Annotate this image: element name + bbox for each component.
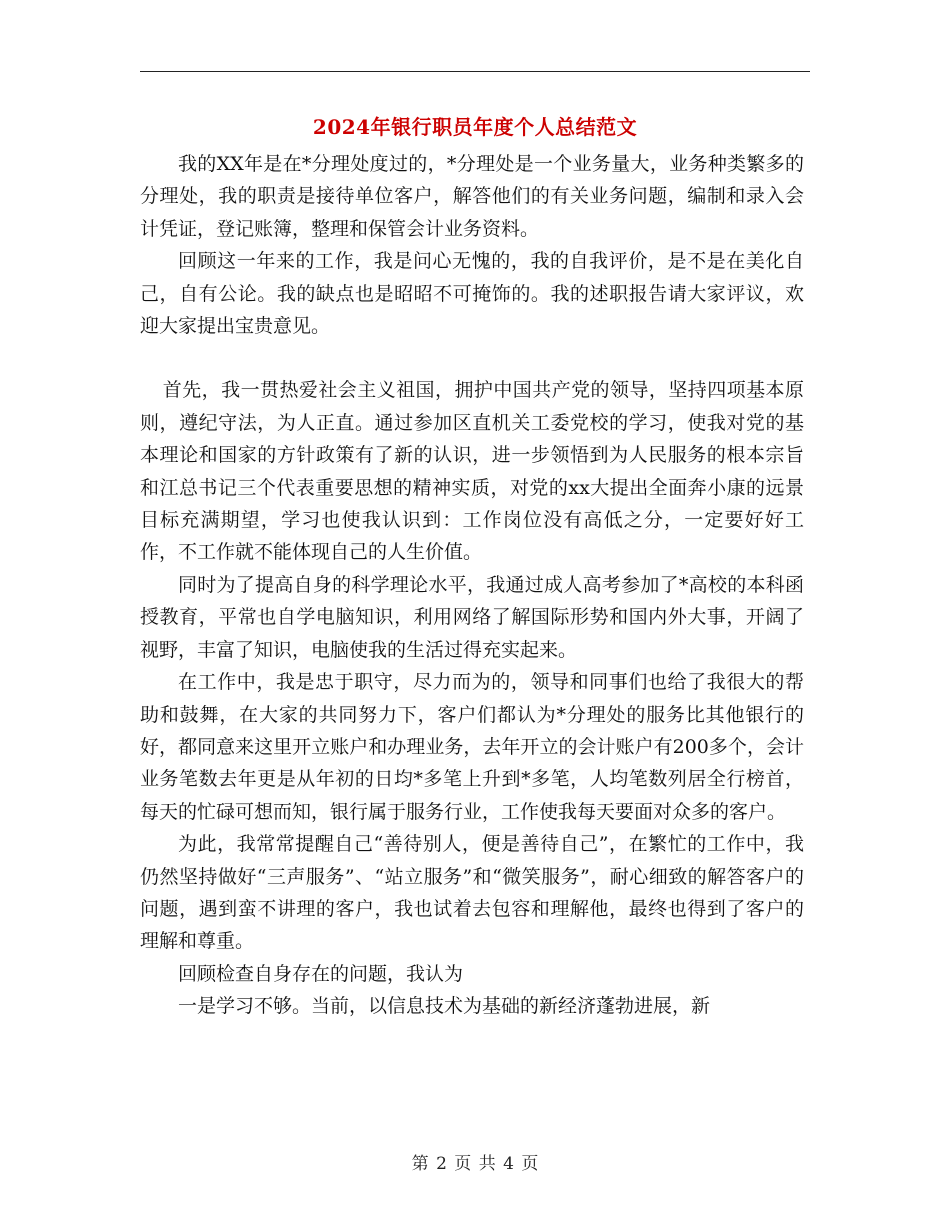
paragraph-political: 首先，我一贯热爱社会主义祖国，拥护中国共产党的领导，坚持四项基本原则，遵纪守法，为人正直。通过参加区直机关工委党校的学习，使我对党的基本理论和国家的方针政策有了新的认识，进一步领悟到为人民服务的根本宗旨和江总书记三个代表重要思想的精神实质，对党的xx大提出全面奔小康的远景目标充满期望，学习也使我认识到：工作岗位没有高低之分，一定要好好工作，不工作就不能体现自己的人生价值。	[140, 379, 804, 564]
paragraph-review: 回顾这一年来的工作，我是问心无愧的，我的自我评价，是不是在美化自己，自有公论。我的缺点也是昭昭不可掩饰的。我的述职报告请大家评议，欢迎大家提出宝贵意见。	[140, 250, 804, 338]
document-body	[140, 148, 804, 1023]
page-number: 第 2 页 共 4 页	[411, 1154, 539, 1174]
paragraph-study: 同时为了提高自身的科学理论水平，我通过成人高考参加了*高校的本科函授教育，平常也自学电脑知识，利用网络了解国际形势和国内外大事，开阔了视野，丰富了知识，电脑使我的生活过得充实起来。	[140, 573, 804, 661]
paragraph-service: 为此，我常常提醒自己“善待别人，便是善待自己”，在繁忙的工作中，我仍然坚持做好“三声服务”、“站立服务”和“微笑服务”，耐心细致的解答客户的问题，遇到蛮不讲理的客户，我也试着去包容和理解他，最终也得到了客户的理解和尊重。	[140, 833, 804, 953]
paragraph-work: 在工作中，我是忠于职守，尽力而为的，领导和同事们也给了我很大的帮助和鼓舞，在大家的共同努力下，客户们都认为*分理处的服务比其他银行的好，都同意来这里开立账户和办理业务，去年开立的会计账户有200多个，会计业务笔数去年更是从年初的日均*多笔上升到*多笔，人均笔数列居全行榜首，每天的忙碌可想而知，银行属于服务行业，工作使我每天要面对众多的客户。	[140, 671, 804, 823]
document-title: 2024年银行职员年度个人总结范文	[312, 115, 638, 139]
header-rule	[140, 71, 810, 72]
paragraph-intro: 我的XX年是在*分理处度过的，*分理处是一个业务量大，业务种类繁多的分理处，我的职责是接待单位客户，解答他们的有关业务问题，编制和录入会计凭证，登记账簿，整理和保管会计业务资料。	[140, 153, 804, 240]
paragraph-problems-intro: 回顾检查自身存在的问题，我认为	[178, 962, 464, 985]
paragraph-problem-one: 一是学习不够。当前，以信息技术为基础的新经济蓬勃进展，新	[178, 995, 711, 1018]
